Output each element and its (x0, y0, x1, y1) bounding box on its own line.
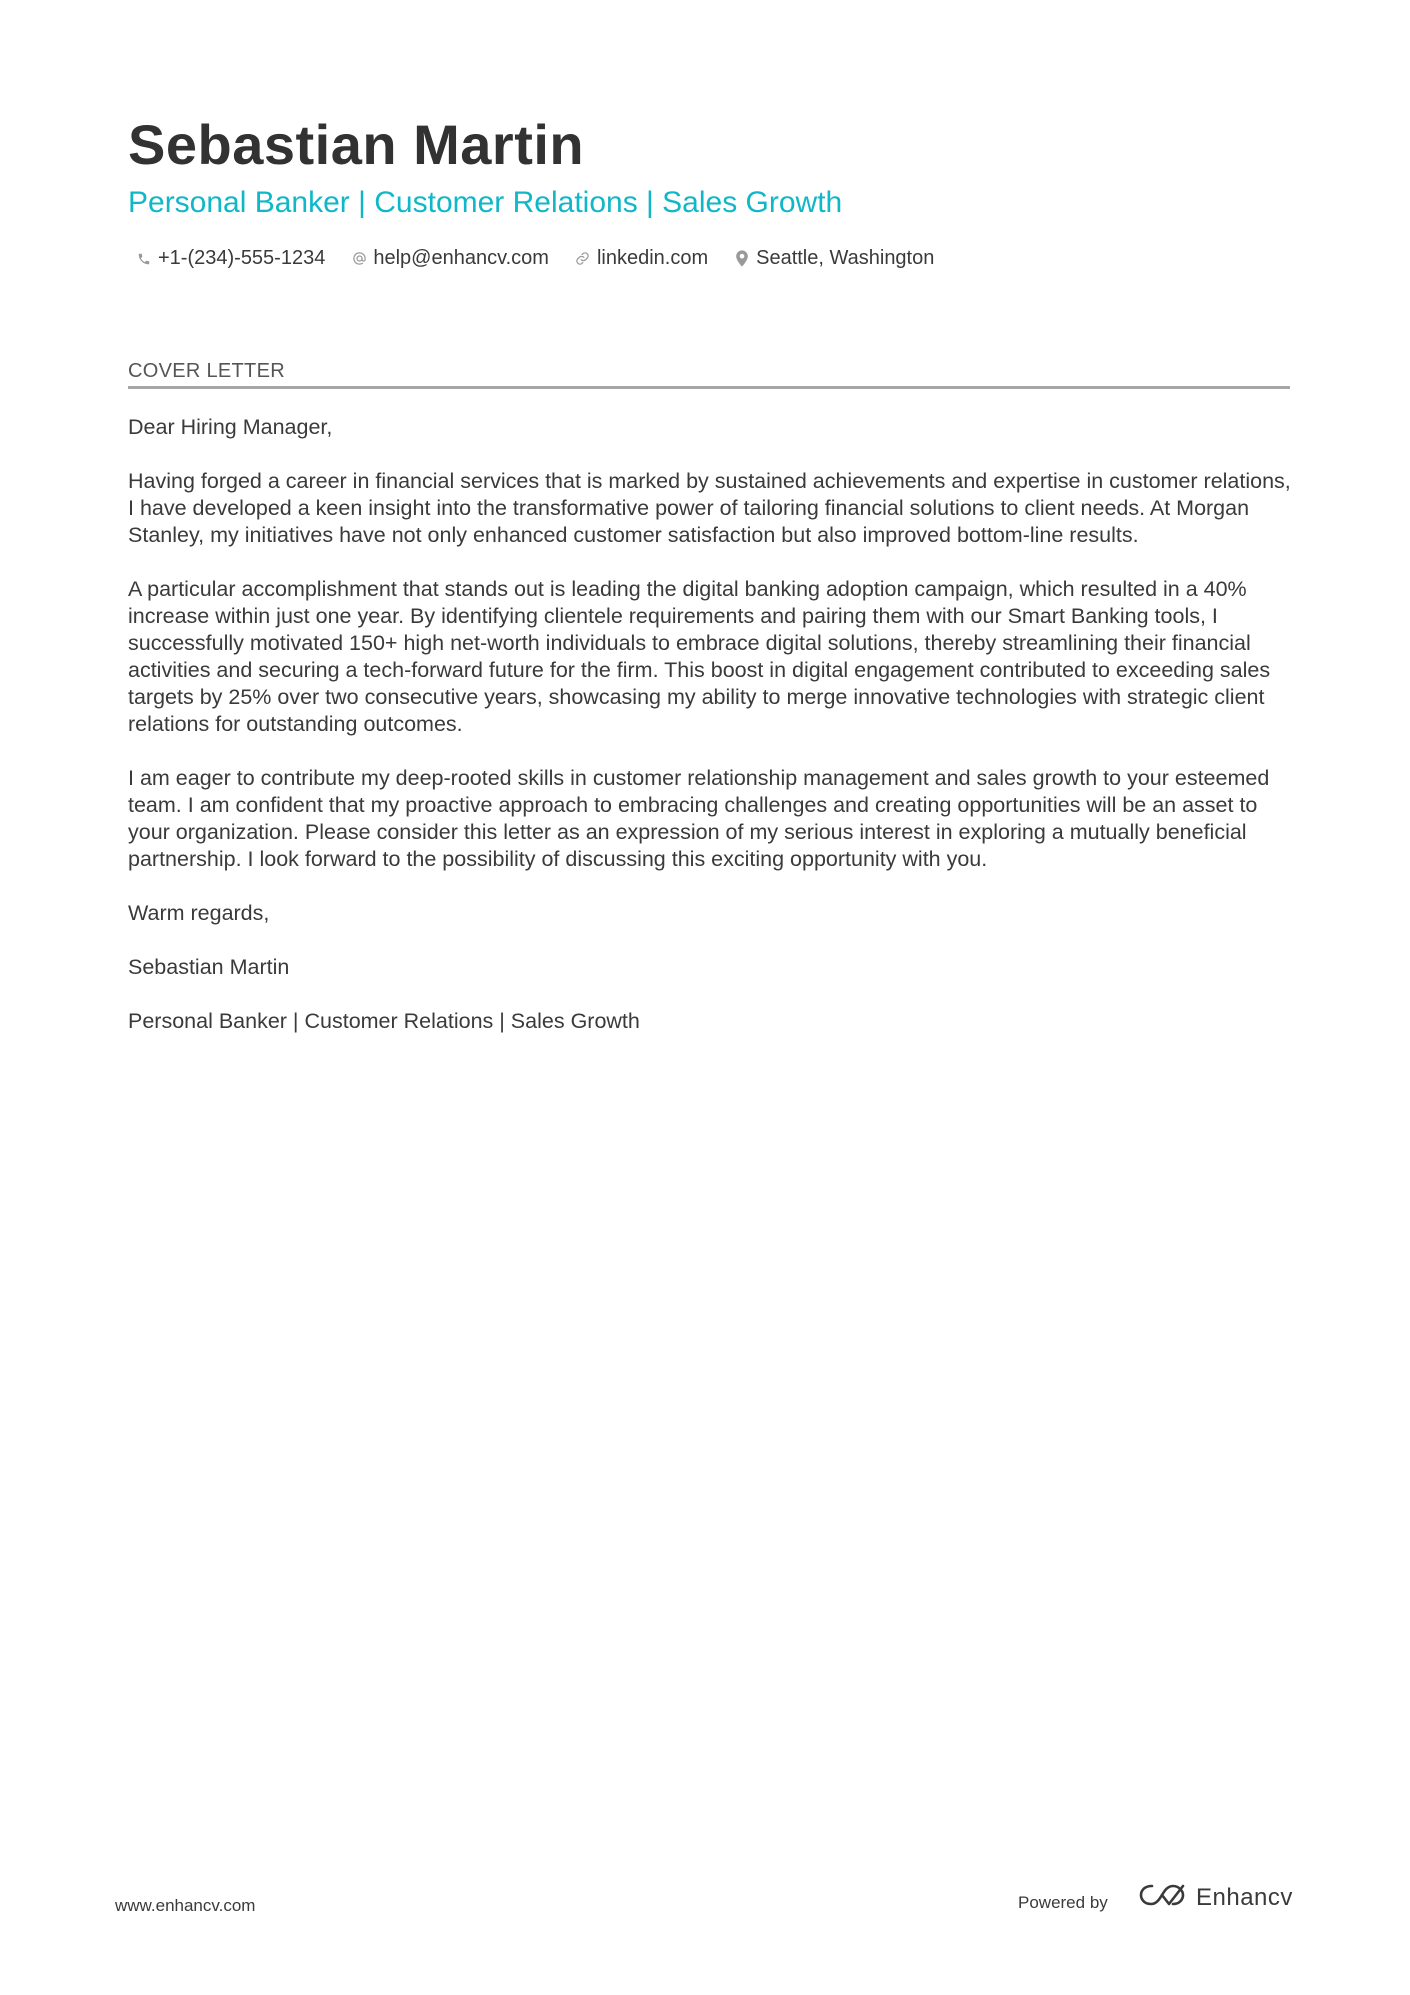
letter-signature-title: Personal Banker | Customer Relations | Sales Growth (128, 1009, 640, 1033)
at-icon (351, 250, 367, 268)
applicant-name: Sebastian Martin (128, 113, 585, 176)
contact-email[interactable] (351, 247, 549, 270)
letter-paragraph: I am eager to contribute my deep-rooted skills in customer relationship management and sales growth to your esteemed team. I am confident that my proactive approach to embracing challenges and creating opportunities will be an asset to your organization. Please consider this letter as an expression of my serious interest in exploring a mutually beneficial partnership. I look forward to the possibility of discussing this exciting opportunity with you. (128, 766, 1270, 871)
contact-linkedin-text: linkedin.com (596, 247, 709, 269)
letter-paragraph: Having forged a career in financial services that is marked by sustained achievements and expertise in customer relations, I have developed a keen insight into the transformative power of tailoring financial solutions to client needs. At Morgan Stanley, my initiatives have not only enhanced customer satisfaction but also improved bottom-line results. (128, 469, 1291, 547)
footer-brand-logo[interactable] (1138, 1882, 1293, 1913)
contact-location (734, 247, 934, 270)
contact-phone[interactable] (136, 247, 325, 270)
contact-linkedin[interactable] (575, 247, 708, 270)
contact-email-text: help@enhancv.com (373, 247, 549, 269)
letter-signature-name: Sebastian Martin (128, 955, 290, 979)
footer-brand-name: Enhancv (1196, 1883, 1293, 1911)
phone-icon (136, 250, 152, 268)
letter-paragraph: A particular accomplishment that stands out is leading the digital banking adoption campaign, which resulted in a 40% increase within just one year. By identifying clientele requirements and pairing them with our Smart Banking tools, I successfully motivated 150+ high net-worth individuals to embrace digital solutions, thereby streamlining their financial activities and securing a tech-forward future for the firm. This boost in digital engagement contributed to exceeding sales targets by 25% over two consecutive years, showcasing my ability to merge innovative technologies with strategic client relations for outstanding outcomes. (128, 577, 1271, 736)
enhancv-logo-icon (1138, 1882, 1186, 1913)
contact-bar (136, 247, 960, 270)
footer-powered-by: Powered by (1018, 1893, 1108, 1912)
letter-closing: Warm regards, (128, 901, 270, 925)
letter-salutation: Dear Hiring Manager, (128, 415, 333, 439)
section-heading-cover-letter: COVER LETTER (128, 360, 1290, 389)
contact-location-text: Seattle, Washington (756, 247, 935, 269)
footer-website-link[interactable]: www.enhancv.com (115, 1896, 256, 1915)
letter-body (128, 414, 1293, 1062)
contact-phone-text: +1-(234)-555-1234 (158, 247, 326, 269)
link-icon (575, 250, 591, 268)
applicant-title: Personal Banker | Customer Relations | Sales Growth (128, 186, 843, 219)
location-icon (734, 250, 750, 268)
